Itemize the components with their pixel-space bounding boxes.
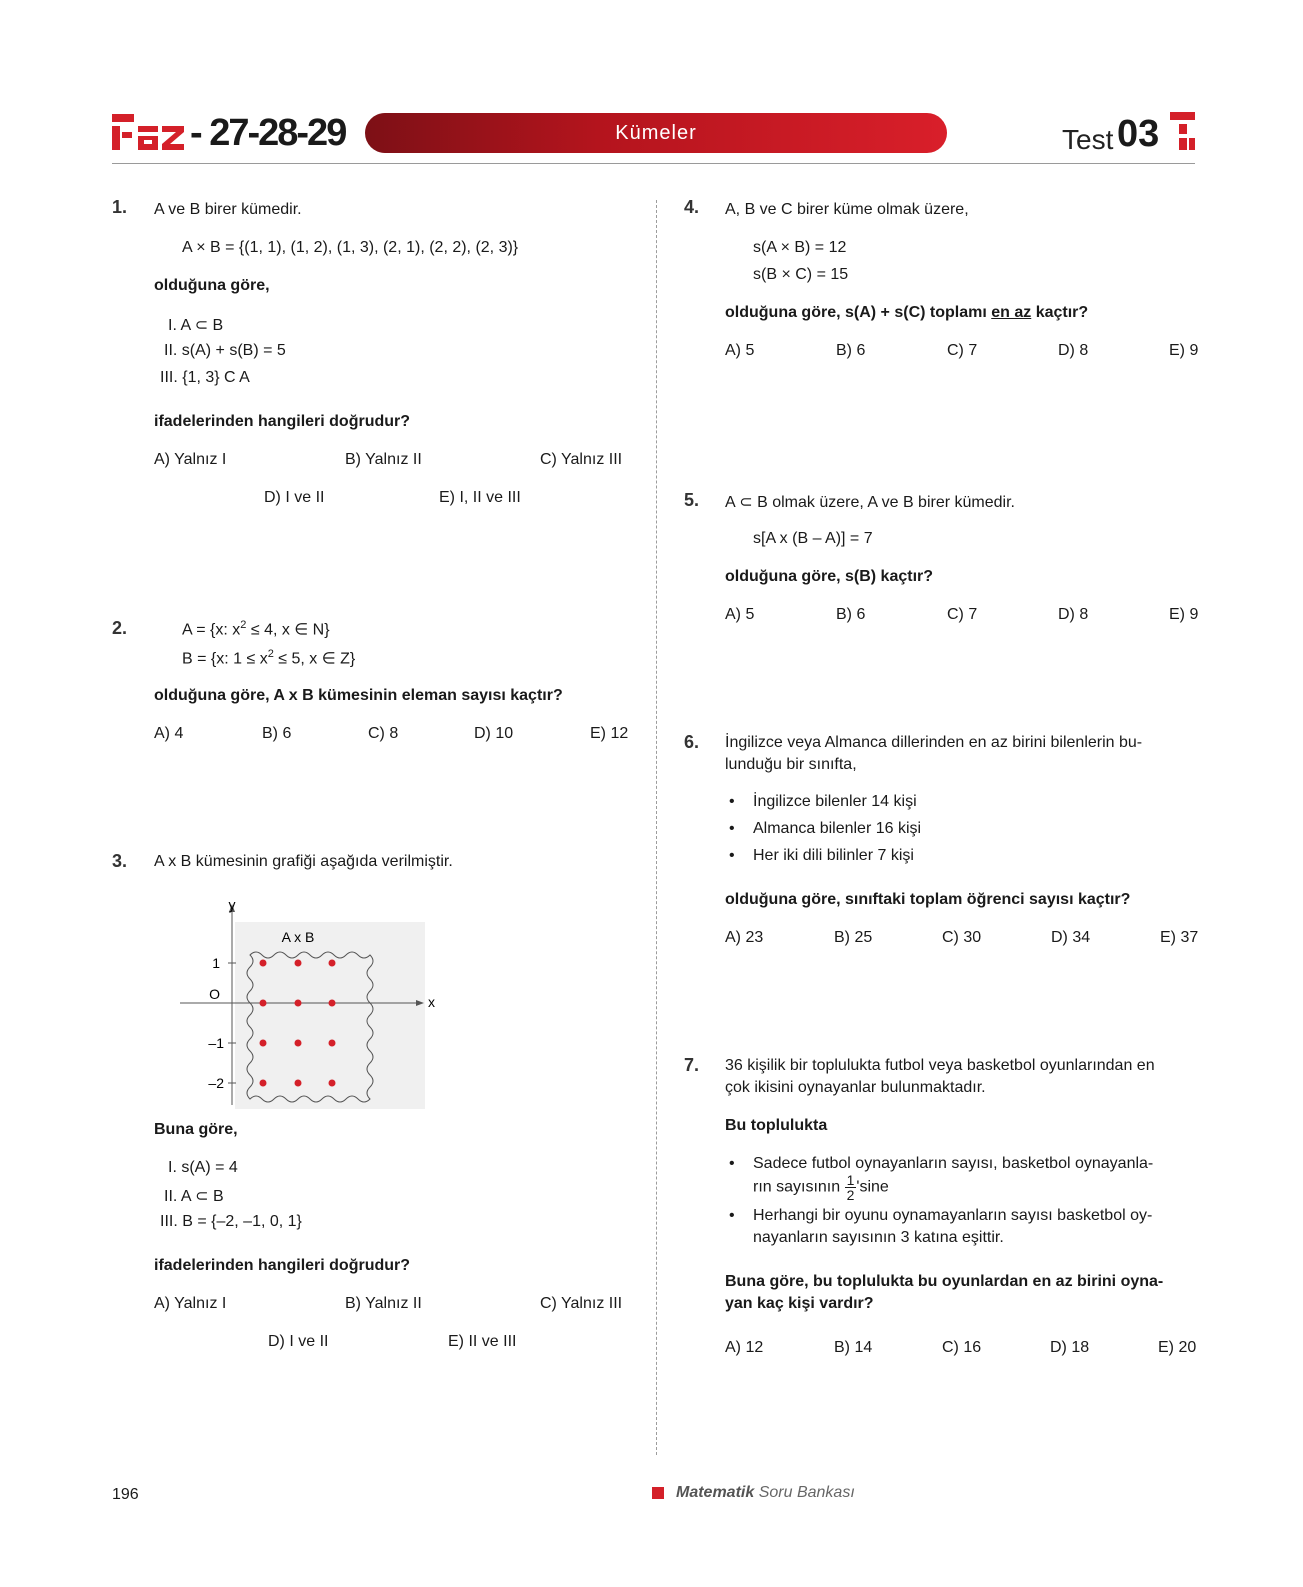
q5-option-b[interactable]: B) 6 — [836, 606, 866, 623]
q1-statement-2: II. s(A) + s(B) = 5 — [164, 342, 286, 359]
q5-option-c[interactable]: C) 7 — [947, 606, 978, 623]
q1-number: 1. — [112, 197, 128, 217]
q3-option-b[interactable]: B) Yalnız II — [345, 1295, 422, 1312]
faz-logo — [112, 112, 186, 152]
q5-option-e[interactable]: E) 9 — [1169, 606, 1199, 623]
q4-formula-1: s(A × B) = 12 — [753, 239, 847, 256]
q6-option-a[interactable]: A) 23 — [725, 929, 764, 946]
q7-group: Bu toplulukta — [725, 1117, 828, 1134]
q1-option-a[interactable]: A) Yalnız I — [154, 451, 227, 468]
q2-set-a: A = {x: $x^2 \le 4$, x ∈ N} — [182, 619, 330, 639]
test-label: Test — [1062, 124, 1114, 155]
q7-option-c[interactable]: C) 16 — [942, 1339, 982, 1356]
q6-bullet-1: İngilizce bilenler 14 kişi — [753, 793, 917, 810]
q6-option-c[interactable]: C) 30 — [942, 929, 982, 946]
graph-point — [260, 1040, 267, 1047]
bullet-icon: • — [729, 1207, 735, 1224]
graph-point — [295, 960, 302, 967]
graph-point — [295, 1080, 302, 1087]
q2-number: 2. — [112, 618, 128, 638]
q3-intro: A x B kümesinin grafiği aşağıda verilmiştir. — [154, 853, 453, 870]
q4-number: 4. — [684, 197, 700, 217]
q1-option-e[interactable]: E) I, II ve III — [439, 489, 521, 506]
q2-set-b: B = {x: $1 \le x^2 \le 5$, x ∈ Z} — [182, 648, 356, 668]
graph-point — [260, 1000, 267, 1007]
y-tick-label-1: 1 — [212, 955, 220, 971]
bullet-icon: • — [729, 793, 735, 810]
q1-formula: A × B = {(1, 1), (1, 2), (1, 3), (2, 1), (2, 2), (2, 3)} — [182, 239, 519, 256]
q3-option-d[interactable]: D) I ve II — [268, 1333, 329, 1350]
q1-option-c[interactable]: C) Yalnız III — [540, 451, 623, 468]
q2-option-b[interactable]: B) 6 — [262, 725, 292, 742]
fraction-one-half: $\frac{1}{2}$ — [846, 1172, 855, 1203]
faz-number: - 27-28-29 — [190, 112, 346, 154]
graph-point — [260, 960, 267, 967]
bullet-icon: • — [729, 847, 735, 864]
q3-statement-3: III. B = {–2, –1, 0, 1} — [160, 1213, 302, 1230]
q6-intro-line-2: lunduğu bir sınıfta, — [725, 756, 857, 773]
graph-point — [329, 960, 336, 967]
q7-option-e[interactable]: E) 20 — [1158, 1339, 1197, 1356]
test-number: 03 — [1117, 113, 1160, 155]
graph-point — [329, 1000, 336, 1007]
footer-book-title: Matematik Soru Bankası — [676, 1484, 855, 1501]
q6-number: 6. — [684, 732, 700, 752]
q6-bullet-2: Almanca bilenler 16 kişi — [753, 820, 922, 837]
q1-intro: A ve B birer kümedir. — [154, 201, 302, 218]
q5-option-a[interactable]: A) 5 — [725, 606, 755, 623]
q3-statement-2: II. A ⊂ B — [164, 1188, 224, 1205]
q7-bullet-1-line-2: rın sayısının $\frac{1}{2}$ 'sine — [753, 1172, 889, 1203]
q7-question-line-2: yan kaç kişi vardır? — [725, 1295, 874, 1312]
q1-option-b[interactable]: B) Yalnız II — [345, 451, 422, 468]
y-tick-label-minus-2: –2 — [208, 1075, 224, 1091]
column-divider — [656, 200, 657, 1455]
bullet-icon: • — [729, 820, 735, 837]
q5-intro: A ⊂ B olmak üzere, A ve B birer kümedir. — [725, 494, 1015, 511]
y-axis-label: y — [228, 900, 236, 913]
q3-option-a[interactable]: A) Yalnız I — [154, 1295, 227, 1312]
t-logo-icon — [1170, 112, 1195, 152]
q5-number: 5. — [684, 490, 700, 510]
q1-statement-1: I. A ⊂ B — [168, 317, 224, 334]
q3-number: 3. — [112, 851, 128, 871]
q4-question: olduğuna göre, s(A) + s(C) toplamı en az kaçtır? — [725, 304, 1089, 321]
graph-point — [329, 1080, 336, 1087]
q7-option-b[interactable]: B) 14 — [834, 1339, 873, 1356]
y-tick-label-minus-1: –1 — [208, 1035, 224, 1051]
q3-statement-1: I. s(A) = 4 — [168, 1159, 238, 1176]
x-axis-label: x — [428, 994, 435, 1010]
q5-question: olduğuna göre, s(B) kaçtır? — [725, 568, 934, 585]
page-number: 196 — [112, 1486, 139, 1503]
q7-number: 7. — [684, 1055, 700, 1075]
q1-statement-3: III. {1, 3} C A — [160, 369, 250, 386]
bullet-icon: • — [729, 1155, 735, 1172]
graph-point — [295, 1000, 302, 1007]
q3-option-c[interactable]: C) Yalnız III — [540, 1295, 623, 1312]
header-divider — [112, 163, 1195, 164]
q5-formula: s[A x (B – A)] = 7 — [753, 530, 873, 547]
origin-label: O — [209, 986, 220, 1002]
q2-question: olduğuna göre, A x B kümesinin eleman sayısı kaçtır? — [154, 687, 563, 704]
q1-option-d[interactable]: D) I ve II — [264, 489, 325, 506]
q4-option-d[interactable]: D) 8 — [1058, 342, 1089, 359]
q2-option-d[interactable]: D) 10 — [474, 725, 514, 742]
q3-question: ifadelerinden hangileri doğrudur? — [154, 1257, 411, 1274]
q2-option-a[interactable]: A) 4 — [154, 725, 184, 742]
footer-square-icon — [652, 1487, 664, 1499]
graph-point — [295, 1040, 302, 1047]
q2-option-e[interactable]: E) 12 — [590, 725, 629, 742]
q7-bullet-1-line-1: Sadece futbol oynayanların sayısı, basketbol oynayanla- — [753, 1155, 1154, 1172]
q1-given: olduğuna göre, — [154, 277, 270, 294]
q6-bullet-3: Her iki dili bilinler 7 kişi — [753, 847, 914, 864]
q4-formula-2: s(B × C) = 15 — [753, 266, 849, 283]
q5-option-d[interactable]: D) 8 — [1058, 606, 1089, 623]
graph-point — [329, 1040, 336, 1047]
q7-intro-line-1: 36 kişilik bir toplulukta futbol veya basketbol oyunlarından en — [725, 1057, 1155, 1074]
q6-option-b[interactable]: B) 25 — [834, 929, 873, 946]
q7-bullet-2-line-2: nayanların sayısının 3 katına eşittir. — [753, 1229, 1004, 1246]
q1-question: ifadelerinden hangileri doğrudur? — [154, 413, 411, 430]
q3-given: Buna göre, — [154, 1121, 238, 1138]
q4-option-e[interactable]: E) 9 — [1169, 342, 1199, 359]
q4-option-c[interactable]: C) 7 — [947, 342, 978, 359]
q4-option-a[interactable]: A) 5 — [725, 342, 755, 359]
graph-point — [260, 1080, 267, 1087]
q7-question-line-1: Buna göre, bu toplulukta bu oyunlardan en az birini oyna- — [725, 1273, 1164, 1290]
q7-option-a[interactable]: A) 12 — [725, 1339, 764, 1356]
topic-title: Kümeler — [365, 113, 947, 153]
q7-intro-line-2: çok ikisini oynayanlar bulunmaktadır. — [725, 1079, 986, 1096]
q4-intro: A, B ve C birer küme olmak üzere, — [725, 201, 969, 218]
q3-graph — [180, 900, 440, 1110]
q4-option-b[interactable]: B) 6 — [836, 342, 866, 359]
q7-bullet-2-line-1: Herhangi bir oyunu oynamayanların sayısı basketbol oy- — [753, 1207, 1153, 1224]
q6-intro-line-1: İngilizce veya Almanca dillerinden en az birini bilenlerin bu- — [725, 734, 1143, 751]
q6-option-e[interactable]: E) 37 — [1160, 929, 1199, 946]
q7-option-d[interactable]: D) 18 — [1050, 1339, 1090, 1356]
q6-option-d[interactable]: D) 34 — [1051, 929, 1091, 946]
q3-option-e[interactable]: E) II ve III — [448, 1333, 517, 1350]
set-label: A x B — [281, 929, 315, 945]
q2-option-c[interactable]: C) 8 — [368, 725, 399, 742]
q6-question: olduğuna göre, sınıftaki toplam öğrenci sayısı kaçtır? — [725, 891, 1131, 908]
